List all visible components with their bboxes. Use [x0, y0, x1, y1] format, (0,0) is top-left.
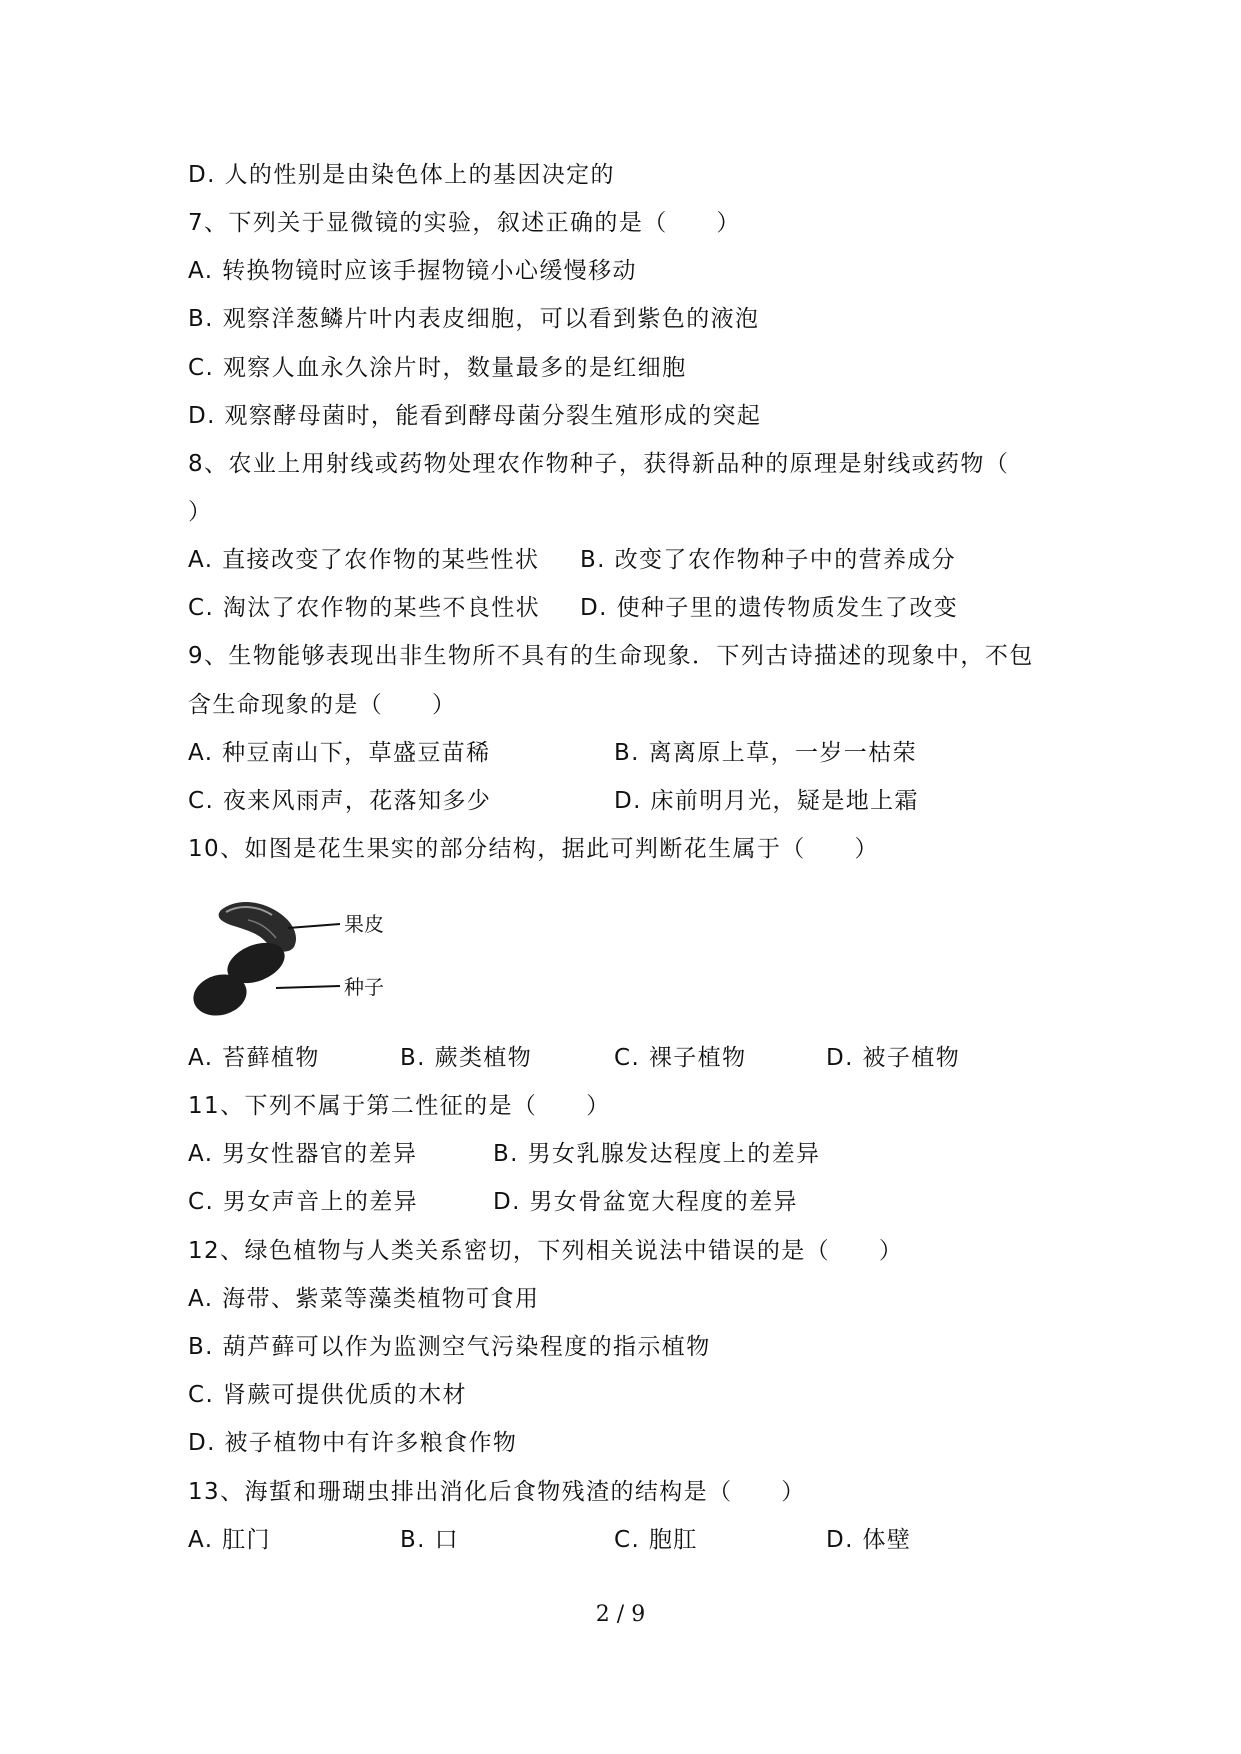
q9-stem-line2: 含生命现象的是（ ） [188, 692, 457, 718]
q6-option-d: D. 人的性别是由染色体上的基因决定的 [188, 162, 615, 188]
q12-option-a: A. 海带、紫菜等藻类植物可食用 [188, 1286, 540, 1312]
q10-stem: 10、如图是花生果实的部分结构，据此可判断花生属于（ ） [188, 836, 879, 862]
seed-leader [276, 986, 340, 988]
q8-option-d: D. 使种子里的遗传物质发生了改变 [580, 595, 959, 621]
q11-stem: 11、下列不属于第二性征的是（ ） [188, 1093, 611, 1119]
q8-option-c: C. 淘汰了农作物的某些不良性状 [188, 595, 541, 621]
peanut-figure [188, 890, 418, 1030]
q7-option-b: B. 观察洋葱鳞片叶内表皮细胞，可以看到紫色的液泡 [188, 306, 760, 332]
q10-option-d: D. 被子植物 [826, 1045, 961, 1071]
q11-option-a: A. 男女性器官的差异 [188, 1141, 418, 1167]
q11-option-d: D. 男女骨盆宽大程度的差异 [493, 1189, 798, 1215]
q9-option-c: C. 夜来风雨声，花落知多少 [188, 788, 492, 814]
q13-option-b: B. 口 [400, 1527, 460, 1553]
q9-option-b: B. 离离原上草，一岁一枯荣 [614, 740, 918, 766]
q13-option-d: D. 体壁 [826, 1527, 912, 1553]
q10-option-b: B. 蕨类植物 [400, 1045, 533, 1071]
seed-label: 种子 [344, 975, 384, 999]
q8-stem-line1: 8、农业上用射线或药物处理农作物种子，获得新品种的原理是射线或药物（ [188, 451, 1010, 477]
q8-option-b: B. 改变了农作物种子中的营养成分 [580, 547, 957, 573]
q8-stem-line2: ） [188, 499, 213, 525]
q7-option-c: C. 观察人血永久涂片时，数量最多的是红细胞 [188, 355, 687, 381]
q10-option-c: C. 裸子植物 [614, 1045, 747, 1071]
page-number: 2 / 9 [595, 1602, 646, 1627]
q7-stem: 7、下列关于显微镜的实验，叙述正确的是（ ） [188, 210, 741, 236]
q13-option-a: A. 肛门 [188, 1527, 271, 1553]
q12-stem: 12、绿色植物与人类关系密切，下列相关说法中错误的是（ ） [188, 1238, 904, 1264]
q12-option-d: D. 被子植物中有许多粮食作物 [188, 1430, 518, 1456]
q11-option-c: C. 男女声音上的差异 [188, 1189, 419, 1215]
q7-option-d: D. 观察酵母菌时，能看到酵母菌分裂生殖形成的突起 [188, 403, 762, 429]
pericarp-label: 果皮 [344, 912, 384, 936]
q13-option-c: C. 胞肛 [614, 1527, 698, 1553]
q13-stem: 13、海蜇和珊瑚虫排出消化后食物残渣的结构是（ ） [188, 1479, 806, 1505]
q9-option-d: D. 床前明月光，疑是地上霜 [614, 788, 919, 814]
q12-option-b: B. 葫芦藓可以作为监测空气污染程度的指示植物 [188, 1334, 711, 1360]
q11-option-b: B. 男女乳腺发达程度上的差异 [493, 1141, 821, 1167]
q7-option-a: A. 转换物镜时应该手握物镜小心缓慢移动 [188, 258, 637, 284]
q9-stem-line1: 9、生物能够表现出非生物所不具有的生命现象．下列古诗描述的现象中，不包 [188, 643, 1034, 669]
q10-option-a: A. 苔藓植物 [188, 1045, 320, 1071]
q12-option-c: C. 肾蕨可提供优质的木材 [188, 1382, 467, 1408]
pericarp-leader [288, 924, 340, 928]
q9-option-a: A. 种豆南山下，草盛豆苗稀 [188, 740, 491, 766]
q8-option-a: A. 直接改变了农作物的某些性状 [188, 547, 540, 573]
peanut-illustration [188, 890, 418, 1030]
